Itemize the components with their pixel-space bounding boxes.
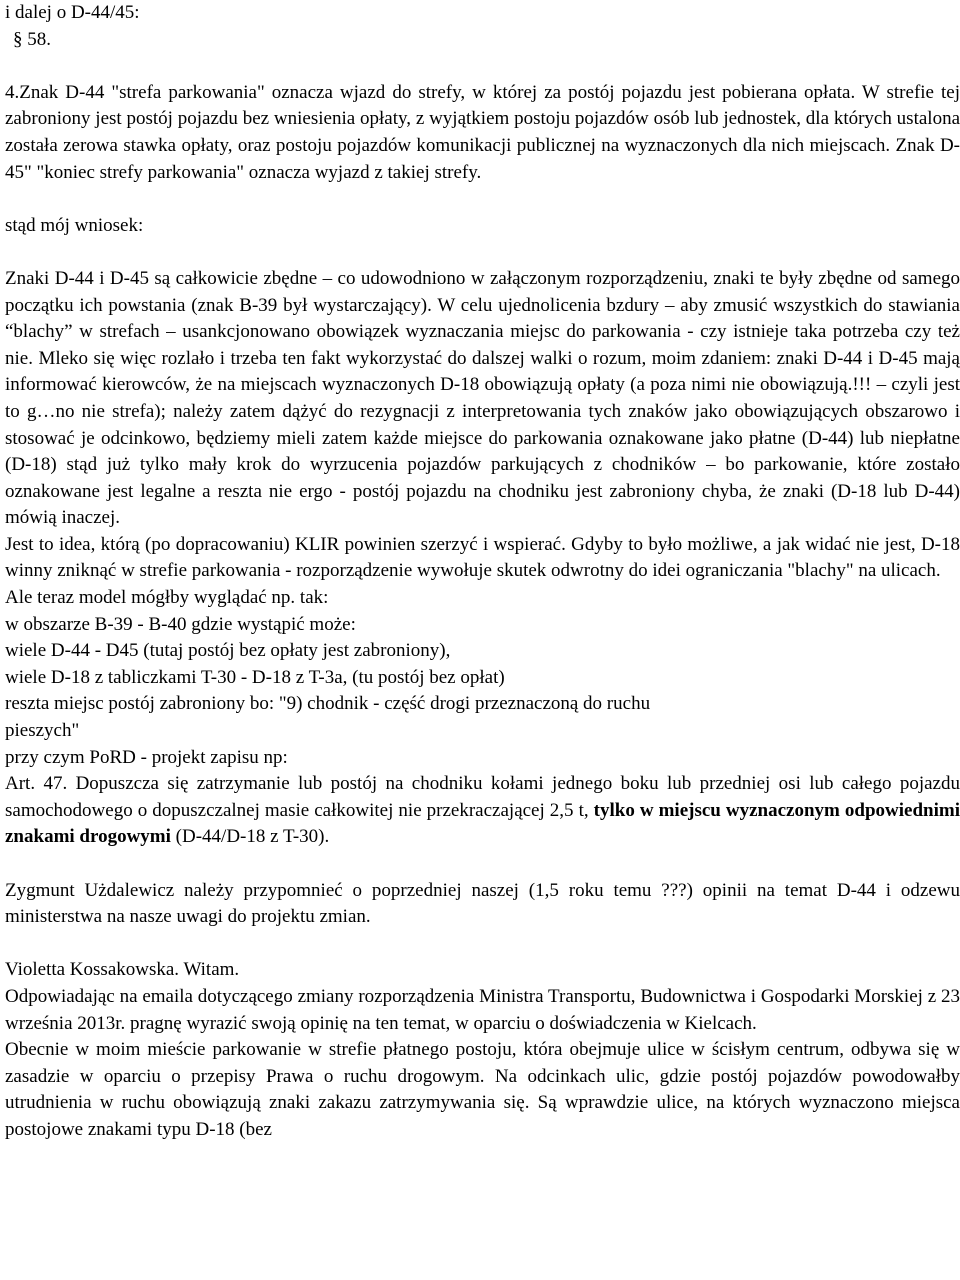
reply-paragraph: Odpowiadając na emaila dotyczącego zmiany rozporządzenia Ministra Transportu, Budownictwa i Gospodarki Morskiej z 23 września 2013r. pragnę wyrazić swoją opinię na ten temat, w oparciu o doświadczenia w Kielcach. <box>5 985 960 1034</box>
city-paragraph: Obecnie w moim mieście parkowanie w strefie płatnego postoju, która obejmuje ulice w ścisłym centrum, odbywa się w zasadzie w oparciu o przepisy Prawa o ruchu drogowym. Na odcinkach ulic, gdzie postój pojazdów powodowałby utrudnienia w ruchu obowiązują znaki zakazu zatrzymywania się. Są wprawdzie ulice, na których wyznaczono miejsca postojowe znakami typu D-18 (bez <box>5 1039 960 1140</box>
blank-line <box>5 851 960 878</box>
blank-line <box>5 931 960 958</box>
model-item-d44: wiele D-44 - D45 (tutaj postój bez opłaty jest zabroniony), <box>5 640 451 662</box>
conclusion-heading: stąd mój wniosek: <box>5 214 144 236</box>
model-item-rest: reszta miejsc postój zabroniony bo: "9) chodnik - część drogi przeznaczoną do ruchu <box>5 693 651 715</box>
document-page <box>5 0 960 1280</box>
argument-paragraph: Znaki D-44 i D-45 są całkowicie zbędne – co udowodniono w załączonym rozporządzeniu, znaki te były zbędne od samego początku ich powstania (znak B-39 był wystarczający). W celu ujednolicenia bzdury – aby zmusić wszystkich do stawiania “blachy” w strefach – usankcjonowano obowiązek wyznaczania miejsc do parkowania - czy istnieje taka potrzeba czy też nie. Mleko się więc rozlało i trzeba ten fakt wykorzystać do dalszej walki o rozum, moim zdaniem: znaki D-44 i D-45 mają informować kierowców, że na miejscach wyznaczonych D-18 obowiązują opłaty (a poza nimi nie obowiązują.!!! – czyli jest to g…no nie strefa); należy zatem dążyć do rezygnacji z interpretowania tych znaków jako obowiązujących obszarowo i stosować je odcinkowo, będziemy mieli zatem każde miejsce do parkowania oznakowane jako płatne (D-44) lub niepłatne (D-18) stąd już tylko mały krok do wyrzucenia pojazdów parkujących z chodników – bo parkowanie, które zostało oznakowane jest legalne a reszta nie ergo - postój pojazdu na chodniku jest zabroniony chyba, że znaki (D-18 lub D-44) mówią inaczej. <box>5 267 960 529</box>
model-item-rest-cont: pieszych" <box>5 720 80 742</box>
section-sign: § <box>13 28 23 50</box>
article-47-paragraph <box>5 771 960 851</box>
blank-line <box>5 239 960 266</box>
area-line: w obszarze B-39 - B-40 gdzie wystąpić może: <box>5 613 356 635</box>
model-item-d18: wiele D-18 z tabliczkami T-30 - D-18 z T-3a, (tu postój bez opłat) <box>5 666 505 688</box>
paragraph-number <box>5 27 960 54</box>
pord-intro: przy czym PoRD - projekt zapisu np: <box>5 746 288 768</box>
blank-line <box>5 53 960 80</box>
section-number: 58. <box>27 28 51 50</box>
model-intro: Ale teraz model mógłby wyglądać np. tak: <box>5 587 329 609</box>
quoted-regulation: 4.Znak D-44 "strefa parkowania" oznacza wjazd do strefy, w której za postój pojazdu jest pobierana opłata. W strefie tej zabroniony jest postój pojazdu bez wniesienia opłaty, z wyjątkiem postoju pojazdów osób lub jednostek, dla których ustalona została zerowa stawka opłaty, oraz postoju pojazdów komunikacji publicznej na wyznaczonych dla nich miejscach. Znak D-45" "koniec strefy parkowania" oznacza wyjazd z takiej strefy. <box>5 81 960 183</box>
intro-line: i dalej o D-44/45: <box>5 2 140 23</box>
article-47-bold: tylko w miejscu wyznaczonym odpowiednimi znakami drogowymi <box>5 799 960 848</box>
idea-paragraph: Jest to idea, którą (po dopracowaniu) KLIR powinien szerzyć i wspierać. Gdyby to było możliwe, a jak widać nie jest, D-18 winny zniknąć w strefie parkowania - rozporządzenie wywołuje skutek odwrotny do idei ograniczania "blachy" na ulicach. <box>5 533 960 582</box>
reminder-paragraph: Zygmunt Użdalewicz należy przypomnieć o poprzedniej naszej (1,5 roku temu ???) opinii na temat D-44 i odzewu ministerstwa na nasze uwagi do projektu zmian. <box>5 879 960 928</box>
article-47-end: (D-44/D-18 z T-30). <box>175 826 330 848</box>
blank-line <box>5 186 960 213</box>
greeting-line: Violetta Kossakowska. Witam. <box>5 959 240 981</box>
article-47-start: Art. 47. Dopuszcza się zatrzymanie lub postój na chodniku kołami jednego boku lub przedniej osi lub całego pojazdu samochodowego o dopuszczalnej masie całkowitej nie przekraczającej 2,5 t, <box>5 773 960 821</box>
